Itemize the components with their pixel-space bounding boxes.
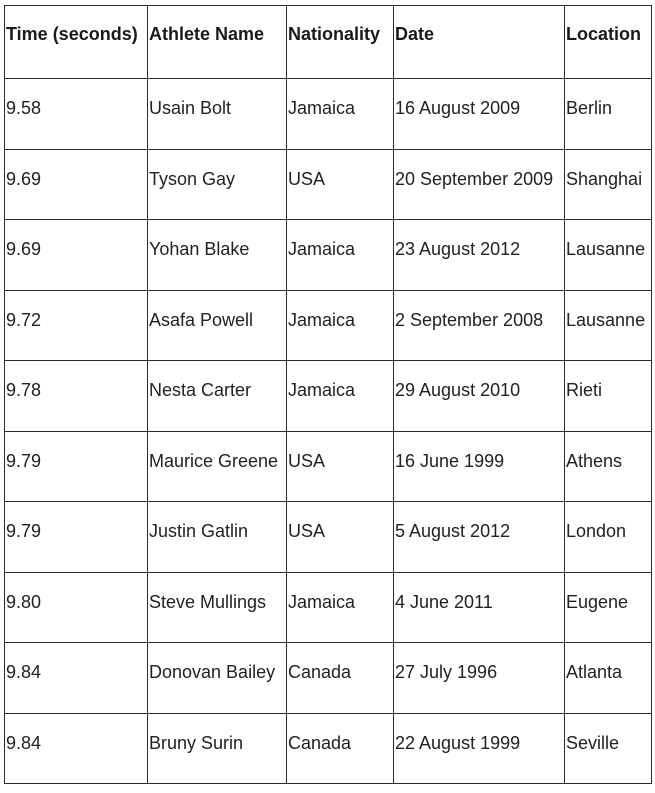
cell-location: Atlanta xyxy=(565,643,652,714)
sprint-records-table xyxy=(4,5,652,784)
table-row xyxy=(5,572,652,643)
cell-nationality: USA xyxy=(287,431,394,502)
cell-athlete-name: Bruny Surin xyxy=(148,713,287,784)
cell-athlete-name: Justin Gatlin xyxy=(148,502,287,573)
cell-location: Lausanne xyxy=(565,290,652,361)
cell-time: 9.69 xyxy=(5,220,148,291)
cell-nationality: Jamaica xyxy=(287,290,394,361)
cell-athlete-name: Asafa Powell xyxy=(148,290,287,361)
header-nationality: Nationality xyxy=(287,6,394,79)
header-row xyxy=(5,6,652,79)
cell-date: 22 August 1999 xyxy=(394,713,565,784)
cell-nationality: USA xyxy=(287,502,394,573)
table-row xyxy=(5,149,652,220)
cell-location: Shanghai xyxy=(565,149,652,220)
table-row xyxy=(5,79,652,150)
cell-date: 23 August 2012 xyxy=(394,220,565,291)
cell-nationality: Canada xyxy=(287,643,394,714)
cell-athlete-name: Usain Bolt xyxy=(148,79,287,150)
cell-athlete-name: Nesta Carter xyxy=(148,361,287,432)
cell-date: 2 September 2008 xyxy=(394,290,565,361)
cell-time: 9.79 xyxy=(5,431,148,502)
header-date: Date xyxy=(394,6,565,79)
cell-nationality: Jamaica xyxy=(287,361,394,432)
cell-time: 9.80 xyxy=(5,572,148,643)
cell-location: London xyxy=(565,502,652,573)
table-row xyxy=(5,502,652,573)
cell-time: 9.79 xyxy=(5,502,148,573)
cell-date: 4 June 2011 xyxy=(394,572,565,643)
cell-time: 9.69 xyxy=(5,149,148,220)
table-body xyxy=(5,79,652,784)
table-row xyxy=(5,431,652,502)
table-row xyxy=(5,290,652,361)
cell-date: 29 August 2010 xyxy=(394,361,565,432)
cell-nationality: Jamaica xyxy=(287,79,394,150)
cell-time: 9.84 xyxy=(5,643,148,714)
cell-date: 20 September 2009 xyxy=(394,149,565,220)
header-time: Time (seconds) xyxy=(5,6,148,79)
cell-location: Lausanne xyxy=(565,220,652,291)
table-row xyxy=(5,361,652,432)
cell-date: 5 August 2012 xyxy=(394,502,565,573)
table-row xyxy=(5,713,652,784)
cell-time: 9.84 xyxy=(5,713,148,784)
cell-athlete-name: Tyson Gay xyxy=(148,149,287,220)
cell-time: 9.78 xyxy=(5,361,148,432)
cell-athlete-name: Yohan Blake xyxy=(148,220,287,291)
header-athlete-name: Athlete Name xyxy=(148,6,287,79)
table-header xyxy=(5,6,652,79)
cell-location: Athens xyxy=(565,431,652,502)
cell-nationality: Jamaica xyxy=(287,572,394,643)
cell-date: 16 August 2009 xyxy=(394,79,565,150)
cell-nationality: Canada xyxy=(287,713,394,784)
header-location: Location xyxy=(565,6,652,79)
cell-athlete-name: Maurice Greene xyxy=(148,431,287,502)
cell-location: Berlin xyxy=(565,79,652,150)
cell-location: Seville xyxy=(565,713,652,784)
cell-location: Eugene xyxy=(565,572,652,643)
table-row xyxy=(5,220,652,291)
cell-location: Rieti xyxy=(565,361,652,432)
cell-nationality: Jamaica xyxy=(287,220,394,291)
cell-date: 16 June 1999 xyxy=(394,431,565,502)
table-row xyxy=(5,643,652,714)
cell-athlete-name: Donovan Bailey xyxy=(148,643,287,714)
cell-nationality: USA xyxy=(287,149,394,220)
cell-time: 9.72 xyxy=(5,290,148,361)
cell-athlete-name: Steve Mullings xyxy=(148,572,287,643)
cell-date: 27 July 1996 xyxy=(394,643,565,714)
cell-time: 9.58 xyxy=(5,79,148,150)
